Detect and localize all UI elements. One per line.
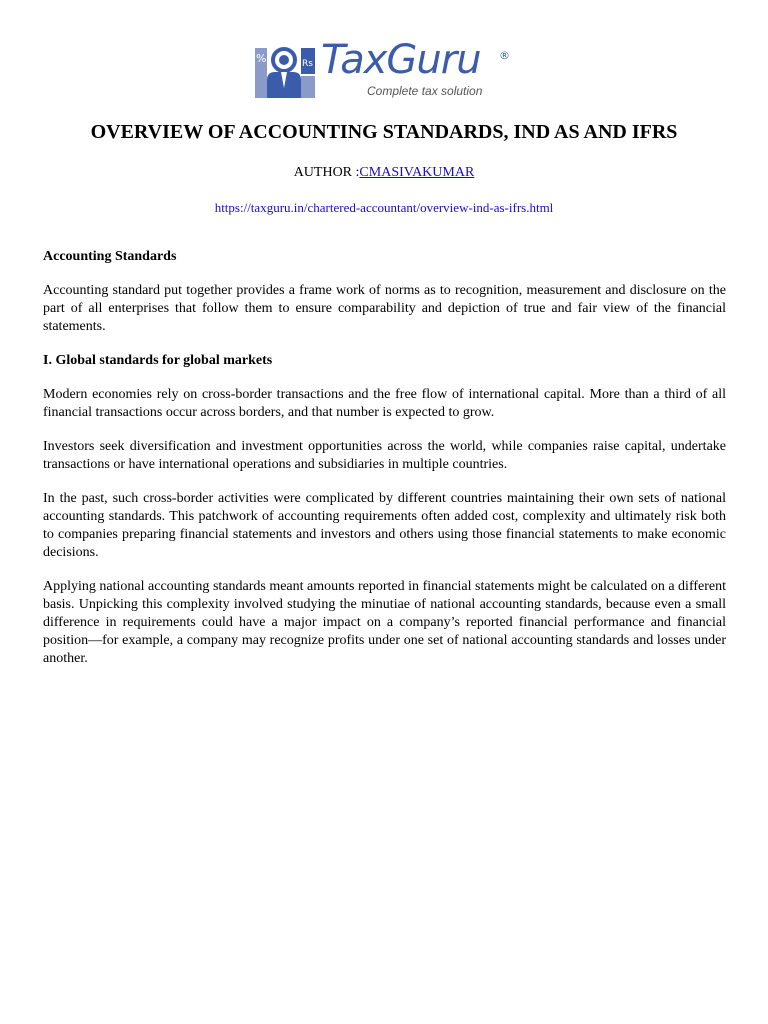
body-paragraph: Accounting standard put together provides a frame work of norms as to recognition, measurement and disclosure on the part of all enterprises that follow them to ensure comparability and depiction of true and fair view of the financial statements.	[43, 283, 726, 334]
author-line	[0, 164, 768, 182]
body-paragraph: Investors seek diversification and investment opportunities across the world, while companies raise capital, undertake transactions or have international operations and subsidiaries in multiple countries.	[43, 439, 726, 472]
registered-mark: ®	[499, 49, 510, 62]
body-paragraph: Applying national accounting standards meant amounts reported in financial statements might be calculated on a different basis. Unpicking this complexity involved studying the minutiae of national accounting standards, because even a small difference in requirements could have a major impact on a company’s reported financial performance and financial position—for example, a company may recognize profits under one set of national accounting standards and losses under another.	[43, 579, 726, 666]
svg-text:%: %	[256, 52, 267, 65]
logo-badge-text: Rs	[302, 59, 313, 69]
logo-wordmark: TaxGuru	[321, 37, 481, 83]
document-title: OVERVIEW OF ACCOUNTING STANDARDS, IND AS AND IFRS	[90, 121, 678, 143]
source-url-line	[0, 199, 768, 217]
source-url-link[interactable]: https://taxguru.in/chartered-accountant/overview-ind-as-ifrs.html	[214, 200, 554, 215]
logo-mark-icon	[255, 44, 317, 100]
taxguru-logo[interactable]	[255, 37, 517, 102]
body-paragraph: Modern economies rely on cross-border transactions and the free flow of international capital. More than a third of all financial transactions occur across borders, and that number is expected to grow.	[43, 387, 726, 420]
section-heading: I. Global standards for global markets	[43, 353, 273, 368]
author-link[interactable]: CMASIVAKUMAR	[359, 165, 475, 180]
body-paragraph: In the past, such cross-border activities were complicated by different countries maintaining their own sets of national accounting standards. This patchwork of accounting requirements often added cost, complexity and ultimately risk both to companies preparing financial statements and investors and others using those financial statements to make economic decisions.	[43, 491, 726, 560]
section-heading: Accounting Standards	[43, 249, 177, 264]
author-label: AUTHOR :	[293, 165, 360, 180]
logo-tagline: Complete tax solution	[367, 84, 483, 98]
document-body	[43, 248, 726, 684]
